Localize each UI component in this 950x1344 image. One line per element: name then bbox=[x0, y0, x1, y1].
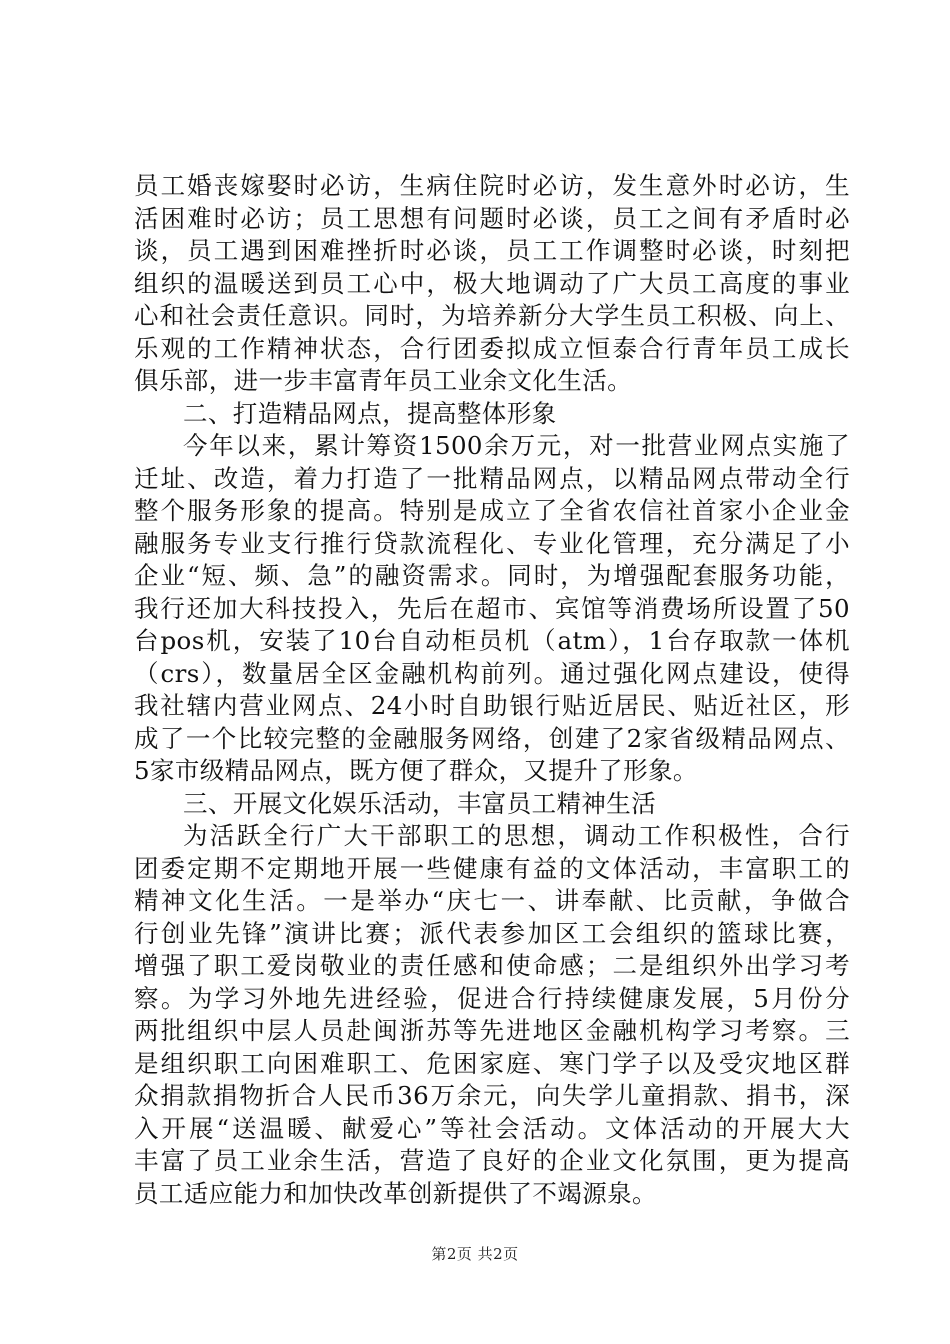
text-line: 是组织职工向困难职工、危困家庭、寒门学子以及受灾地区群 bbox=[134, 1048, 850, 1078]
text-line: 众捐款捐物折合人民币36万余元，向失学儿童捐款、捐书，深 bbox=[134, 1081, 850, 1110]
text-line: 心和社会责任意识。同时，为培养新分大学生员工积极、向上、 bbox=[134, 301, 850, 330]
text-line: 迁址、改造，着力打造了一批精品网点，以精品网点带动全行 bbox=[134, 463, 850, 493]
text-line: 组织的温暖送到员工心中，极大地调动了广大员工高度的事业 bbox=[134, 268, 850, 298]
page-footer: 第2页 共2页 bbox=[431, 1245, 519, 1263]
text-line: 我社辖内营业网点、24小时自助银行贴近居民、贴近社区，形 bbox=[134, 691, 850, 720]
paragraph-start-line: 今年以来，累计筹资1500余万元，对一批营业网点实施了 bbox=[183, 431, 850, 460]
paragraph-start-line: 三、开展文化娱乐活动，丰富员工精神生活 bbox=[183, 788, 657, 818]
paragraph-start-line: 为活跃全行广大干部职工的思想，调动工作积极性，合行 bbox=[183, 821, 850, 850]
document-body bbox=[134, 170, 850, 1210]
text-line: 行创业先锋”演讲比赛；派代表参加区工会组织的篮球比赛， bbox=[134, 918, 850, 948]
text-line: 察。为学习外地先进经验，促进合行持续健康发展，5月份分 bbox=[134, 983, 850, 1013]
text-line: 精神文化生活。一是举办“庆七一、讲奉献、比贡献，争做合 bbox=[134, 886, 850, 915]
text-line: （crs），数量居全区金融机构前列。通过强化网点建设，使得 bbox=[134, 658, 850, 688]
text-line: 企业“短、频、急”的融资需求。同时，为增强配套服务功能， bbox=[134, 561, 850, 590]
text-line: 台pos机，安装了10台自动柜员机（atm），1台存取款一体机 bbox=[134, 626, 850, 655]
text-line: 融服务专业支行推行贷款流程化、专业化管理，充分满足了小 bbox=[134, 528, 850, 558]
text-line: 入开展“送温暖、献爱心”等社会活动。文体活动的开展大大 bbox=[134, 1113, 850, 1143]
text-line: 谈，员工遇到困难挫折时必谈，员工工作调整时必谈，时刻把 bbox=[134, 236, 850, 265]
text-line: 俱乐部，进一步丰富青年员工业余文化生活。 bbox=[134, 366, 632, 395]
text-line: 增强了职工爱岗敬业的责任感和使命感；二是组织外出学习考 bbox=[134, 951, 850, 980]
text-line: 成了一个比较完整的金融服务网络，创建了2家省级精品网点、 bbox=[134, 723, 850, 753]
text-line: 整个服务形象的提高。特别是成立了全省农信社首家小企业金 bbox=[134, 496, 850, 525]
text-line: 乐观的工作精神状态，合行团委拟成立恒泰合行青年员工成长 bbox=[134, 333, 850, 363]
text-line: 活困难时必访；员工思想有问题时必谈，员工之间有矛盾时必 bbox=[134, 203, 850, 233]
text-line: 员工适应能力和加快改革创新提供了不竭源泉。 bbox=[134, 1178, 657, 1208]
text-line: 员工婚丧嫁娶时必访，生病住院时必访，发生意外时必访，生 bbox=[134, 171, 850, 200]
text-line: 两批组织中层人员赴闽浙苏等先进地区金融机构学习考察。三 bbox=[134, 1016, 850, 1045]
paragraph-start-line: 二、打造精品网点，提高整体形象 bbox=[183, 398, 557, 428]
text-line: 5家市级精品网点，既方便了群众，又提升了形象。 bbox=[134, 756, 698, 785]
text-line: 我行还加大科技投入，先后在超市、宾馆等消费场所设置了50 bbox=[134, 593, 850, 623]
text-line: 丰富了员工业余生活，营造了良好的企业文化氛围，更为提高 bbox=[134, 1146, 850, 1175]
text-line: 团委定期不定期地开展一些健康有益的文体活动，丰富职工的 bbox=[134, 853, 850, 883]
